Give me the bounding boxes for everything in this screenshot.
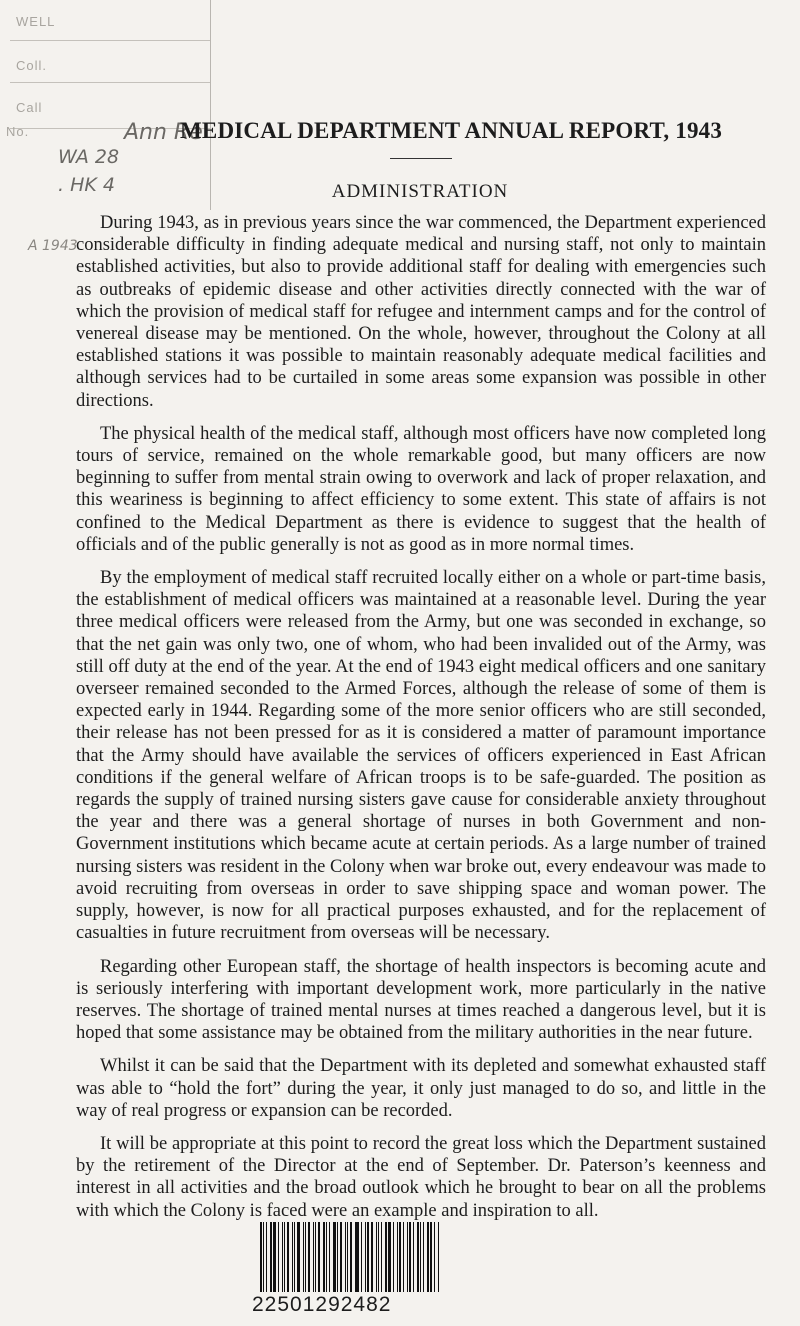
barcode-bar xyxy=(340,1222,342,1292)
barcode-bar xyxy=(367,1222,369,1292)
barcode-bar xyxy=(329,1222,330,1292)
barcode-bar xyxy=(308,1222,310,1292)
section-heading: ADMINISTRATION xyxy=(331,181,509,202)
barcode-bar xyxy=(423,1222,424,1292)
stamp-rule xyxy=(10,82,210,83)
paragraph: By the employment of medical staff recruited locally either on a whole or part-time basis, the establishment of medical officers was maintained at a reasonable level. During the year three medical officers were released from the Army, but one was seconded in exchange, so that the net gain was only two, one of whom, who had been invalided out of the Army, was still off duty at the end of the year. At the end of 1943 eight medical officers and one sanitary overseer remained seconded to the Armed Forces, although the release of some of them is expected early in 1944. Regarding some of the more senior officers who are still seconded, their release has not been pressed for as it is considered a matter of paramount importance that the Army should have available the services of officers experienced in East African conditions if the general welfare of African troops is to be safe-guarded. The position as regards the supply of trained nursing sisters gave cause for considerable anxiety throughout the year and there was a general shortage of nurses in both Government and non-Government institutions which became acute at certain periods. As a large number of trained nursing sisters was resident in the Colony when war broke out, every endeavour was made to avoid recruiting from overseas in order to save shipping space and woman power. The supply, however, is now for all practical purposes exhausted, and for the replacement of casualties in future recruitment from overseas will be necessary. xyxy=(76,568,766,944)
stamp-label: Call xyxy=(16,100,43,115)
barcode-bar xyxy=(417,1222,420,1292)
stamp-label: WELL xyxy=(16,14,56,29)
barcode-bar xyxy=(403,1222,404,1292)
barcode-bar xyxy=(430,1222,432,1292)
library-stamp xyxy=(0,0,240,210)
barcode-bar xyxy=(350,1222,352,1292)
barcode-bar xyxy=(355,1222,356,1292)
barcode-bar xyxy=(420,1222,421,1292)
barcode-bar xyxy=(345,1222,346,1292)
barcode-bar xyxy=(260,1222,262,1292)
barcode-bar xyxy=(287,1222,289,1292)
barcode-bar xyxy=(438,1222,439,1292)
barcode-bar xyxy=(337,1222,338,1292)
handwritten-shelfmark: WA 28 xyxy=(58,146,120,168)
barcode-bar xyxy=(381,1222,382,1292)
barcode-bar xyxy=(282,1222,283,1292)
barcode-bar xyxy=(434,1222,435,1292)
barcode-bar xyxy=(326,1222,327,1292)
barcode-bar xyxy=(292,1222,294,1292)
barcode-bar xyxy=(297,1222,300,1292)
barcode-bar xyxy=(333,1222,336,1292)
barcode-bar xyxy=(371,1222,373,1292)
barcode-bar xyxy=(378,1222,379,1292)
barcode-bar xyxy=(303,1222,304,1292)
barcode-bar xyxy=(361,1222,362,1292)
stamp-label: Coll. xyxy=(16,58,48,73)
barcode-bar xyxy=(409,1222,411,1292)
barcode-bar xyxy=(365,1222,366,1292)
barcode-bar xyxy=(347,1222,348,1292)
paragraph: Regarding other European staff, the shortage of health inspectors is becoming acute and is seriously interfering with important development work, more particularly in the native reserves. The shortage of trained mental nurses at times reached a dangerous level, but it is hoped that some assistance may be obtained from the military authorities in the near future. xyxy=(76,956,766,1044)
barcode-bar xyxy=(294,1222,295,1292)
barcode-bar xyxy=(393,1222,394,1292)
title-divider xyxy=(390,158,452,159)
barcode-bar xyxy=(270,1222,272,1292)
barcode-bar xyxy=(278,1222,279,1292)
report-title: MEDICAL DEPARTMENT ANNUAL REPORT, 1943 xyxy=(180,118,723,143)
handwritten-margin-note: A 1943 xyxy=(28,238,78,254)
barcode xyxy=(260,1222,440,1292)
barcode-bar xyxy=(397,1222,398,1292)
barcode-number: 22501292482 xyxy=(252,1293,392,1316)
barcode-bar xyxy=(318,1222,320,1292)
barcode-bar xyxy=(427,1222,429,1292)
barcode-bar xyxy=(315,1222,316,1292)
paragraph: During 1943, as in previous years since the war commenced, the Department experienced considerable difficulty in finding adequate medical and nursing staff, not only to maintain established activities, but also to provide additional staff for dealing with emergencies such as outbreaks of epidemic disease and other activities directly connected with the war of which the provision of medical staff for refugee and internment camps and for the control of venereal disease may be mentioned. On the whole, however, throughout the Colony at all established stations it was possible to maintain reasonably adequate medical facilities and although services had to be curtailed in some areas some expansion was possible in other directions. xyxy=(76,213,766,411)
barcode-bar xyxy=(399,1222,401,1292)
barcode-bar xyxy=(305,1222,306,1292)
stamp-label: No. xyxy=(6,124,30,139)
paragraph: Whilst it can be said that the Department with its depleted and somewhat exhausted staff was able to “hold the fort” during the year, it only just managed to do so, and little in the way of real progress or expansion can be recorded. xyxy=(76,1056,766,1121)
barcode-bar xyxy=(356,1222,359,1292)
barcode-bar xyxy=(266,1222,267,1292)
handwritten-shelfmark: . HK 4 xyxy=(58,174,115,196)
paragraph: The physical health of the medical staff, although most officers have now completed long tours of service, remained on the whole remarkable good, but many officers are now beginning to suffer from mental strain owing to overwork and lack of proper relaxation, and this weariness is beginning to affect efficiency to some extent. This state of affairs is not confined to the Medical Department as there is evidence to suggest that the health of officials and of the public generally is not as good as in more normal times. xyxy=(76,423,766,555)
barcode-bar xyxy=(407,1222,408,1292)
barcode-bar xyxy=(284,1222,285,1292)
stamp-rule xyxy=(10,40,210,41)
barcode-bar xyxy=(313,1222,314,1292)
barcode-bar xyxy=(273,1222,276,1292)
barcode-bar xyxy=(263,1222,264,1292)
barcode-bar xyxy=(376,1222,377,1292)
paragraph: It will be appropriate at this point to record the great loss which the Department sustained by the retirement of the Director at the end of September. Dr. Paterson’s keenness and interest in all activities and the broad outlook which he brought to bear on all the problems with which the Colony is faced were an example and inspiration to all. xyxy=(76,1133,766,1221)
handwritten-prefix: Ann Re xyxy=(124,120,203,145)
barcode-bar xyxy=(413,1222,414,1292)
report-body xyxy=(76,212,766,1233)
barcode-bar xyxy=(388,1222,391,1292)
barcode-bar xyxy=(385,1222,387,1292)
barcode-bar xyxy=(323,1222,325,1292)
